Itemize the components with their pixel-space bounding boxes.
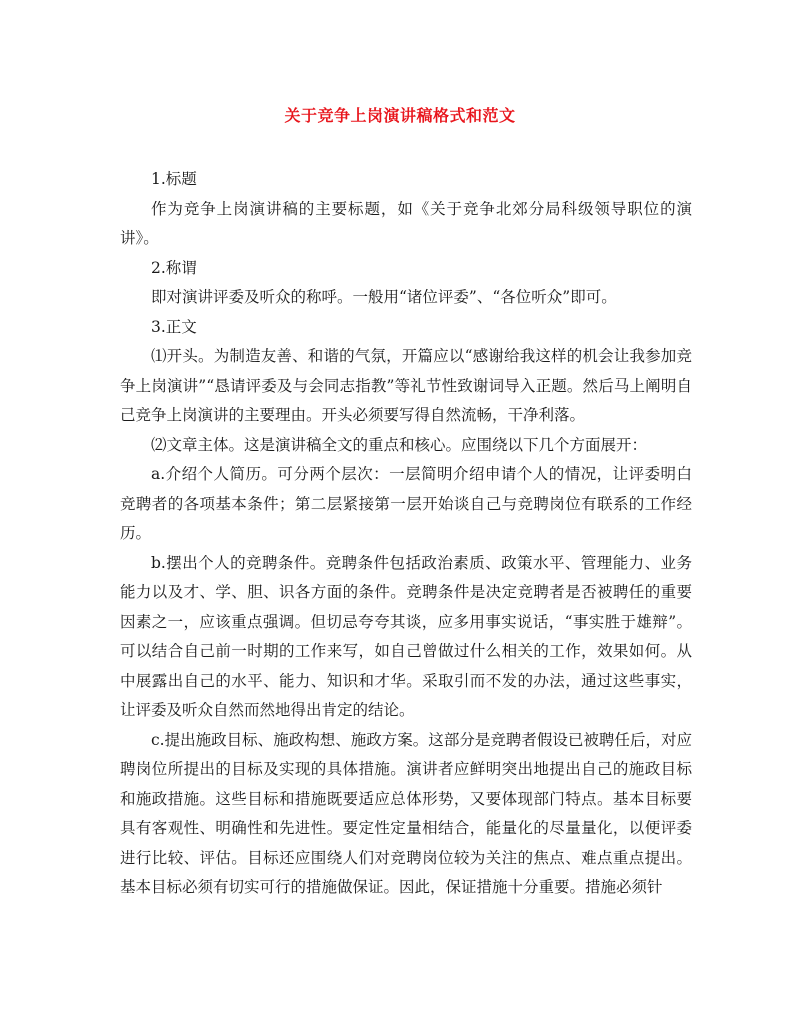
paragraph: c.提出施政目标、施政构想、施政方案。这部分是竞聘者假设已被聘任后，对应聘岗位所提出的目标及实现的具体措施。演讲者应鲜明突出地提出自己的施政目标和施政措施。这些目标和措施既要适应总体形势，又要体现部门特点。基本目标要具有客观性、明确性和先进性。要定性定量相结合，能量化的尽量量化，以便评委进行比较、评估。目标还应围绕人们对竞聘岗位较为关注的焦点、难点重点提出。基本目标必须有切实可行的措施做保证。因此，保证措施十分重要。措施必须针 [120,730,692,896]
paragraph: ⑵文章主体。这是演讲稿全文的重点和核心。应围绕以下几个方面展开： [151,435,648,454]
paragraph: 作为竞争上岗演讲稿的主要标题，如《关于竞争北郊分局科级领导职位的演讲》。 [120,199,692,247]
paragraph: a.介绍个人简历。可分两个层次：一层简明介绍申请个人的情况，让评委明白竞聘者的各项基本条件；第二层紧接第一层开始谈自己与竞聘岗位有联系的工作经历。 [120,465,692,542]
paragraph: b.摆出个人的竞聘条件。竞聘条件包括政治素质、政策水平、管理能力、业务能力以及才、学、胆、识各方面的条件。竞聘条件是决定竞聘者是否被聘任的重要因素之一，应该重点强调。但切忌夸夸其谈，应多用事实说话，“事实胜于雄辩”。可以结合自己前一时期的工作来写，如自己曾做过什么相关的工作，效果如何。从中展露出自己的水平、能力、知识和才华。采取引而不发的办法，通过这些事实，让评委及听众自然而然地得出肯定的结论。 [120,553,692,719]
paragraph: ⑴开头。为制造友善、和谐的气氛，开篇应以“感谢给我这样的机会让我参加竞争上岗演讲”“恳请评委及与会同志指教”等礼节性致谢词导入正题。然后马上阐明自己竞争上岗演讲的主要理由。开头必须要写得自然流畅，干净利落。 [120,347,692,424]
paragraph: 即对演讲评委及听众的称呼。一般用“诸位评委”、“各位听众”即可。 [151,288,617,306]
section-heading-body: 3.正文 [151,317,197,336]
section-heading-title: 1.标题 [151,170,197,188]
section-heading-salutation: 2.称谓 [151,258,197,277]
document-body [120,165,692,903]
document-title: 关于竞争上岗演讲稿格式和范文 [284,106,516,125]
